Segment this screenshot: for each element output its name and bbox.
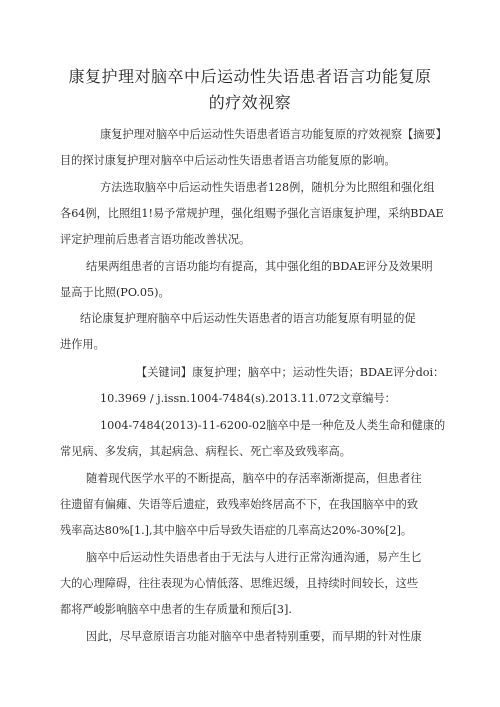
body-line: 脑卒中后运动性失语患者由于无法与人进行正常沟通沟通，易产生匕 [86, 551, 422, 564]
body-line: 都将严峻影响脑卒中患者的生存质量和预后[3]. [60, 603, 292, 616]
body-line: 残率高达80%[1.],其中脑卒中后导致失语症的几率高达20%-30%[2]。 [60, 524, 413, 537]
body-line: 往遗留有偏瘫、失语等后遗症，致残率始终居高不下，在我国脑卒中的致 [60, 498, 419, 511]
body-line: 常见病、多发病，其起病急、病程长、死亡率及致残率高。 [60, 445, 351, 458]
body-line: 方法选取脑卒中后运动性失语患者128例，随机分为比照组和强化组 [100, 181, 435, 194]
body-line: 10.3969 / j.issn.1004-7484(s).2013.11.072文章编号： [100, 392, 396, 405]
body-line: 1004-7484(2013)-11-6200-02脑卒中是一种危及人类生命和健康的 [100, 419, 446, 432]
body-line: 康复护理对脑卒中后运动性失语患者语言功能复原的疗效视察【摘要】 [100, 128, 447, 141]
body-line: 评定护理前后患者言语功能改善状况。 [60, 233, 251, 246]
body-line: 进作用。 [60, 338, 105, 351]
body-line: 结论康复护理府脑卒中后运动性失语患者的语言功能复原有明显的促 [80, 312, 416, 325]
document-title-line-1: 康复护理对脑卒中后运动性失语患者语言功能复原 [68, 67, 432, 86]
body-line: 【关键词】康复护理；脑卒中；运动性失语；BDAE评分doi： [136, 366, 445, 379]
body-line: 各64例，比照组1!易予常规护理，强化组赐予强化言语康复护理，采纳BDAE [60, 207, 444, 220]
body-line: 显高于比照(PO.05)。 [60, 286, 170, 299]
body-line: 结果两组患者的言语功能均有提高，其中强化组的BDAE评分及效果明 [86, 260, 433, 273]
body-line: 目的探讨康复护理对脑卒中后运动性失语患者语言功能复原的影响。 [60, 154, 396, 167]
body-line: 随着现代医学水平的不断提高，脑卒中的存活率渐渐提高，但患者往 [86, 472, 422, 485]
body-line: 因此，尽早意原语言功能对脑卒中患者特别重要，而早期的针对性康 [86, 630, 422, 643]
document-title-line-2: 的疗效视察 [208, 93, 292, 112]
body-line: 大的心理障碍，往往表现为心情低落、思维迟缓，且持续时间较长，这些 [60, 577, 419, 590]
